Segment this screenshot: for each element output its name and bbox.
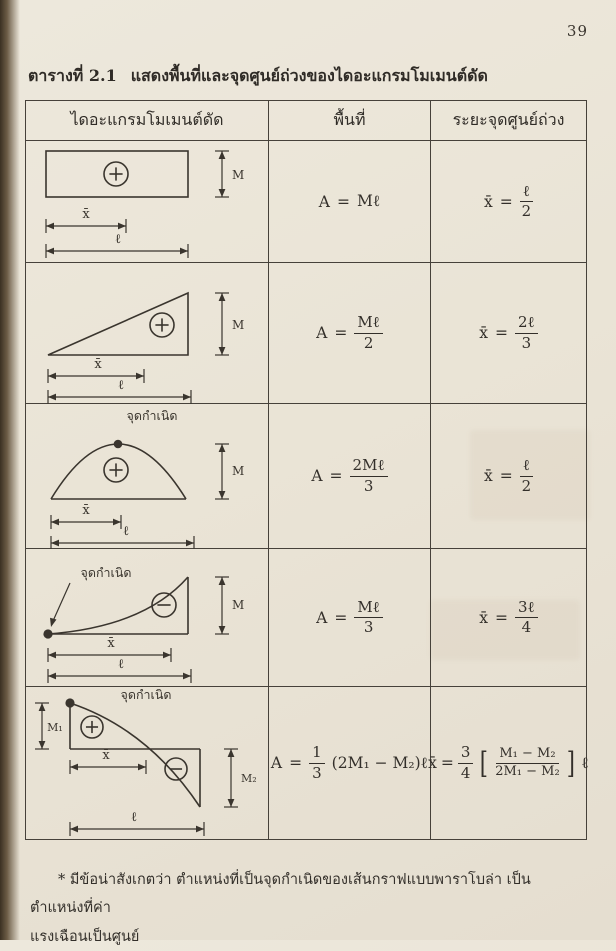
length-label: ℓ [122, 523, 130, 539]
arrowhead-icon [51, 539, 59, 546]
length-label: ℓ [130, 810, 138, 825]
arrowhead-icon [39, 703, 46, 711]
left-bracket: [ [480, 745, 489, 781]
xbar-label: x̄ [102, 748, 110, 763]
origin-dot [114, 439, 123, 448]
xbar-label: x̄ [82, 502, 90, 518]
arrowhead-icon [163, 651, 171, 658]
arrowhead-icon [118, 222, 126, 229]
origin-label: จุดกำเนิด [126, 407, 178, 423]
centroid-formula: x̄ = $\frac{\text{ℓ}}{2}$ [484, 456, 532, 495]
diagram-cell-parabola [26, 404, 269, 549]
footnote-line1: * มีข้อน่าสังเกตว่า ตำแหน่งที่เป็นจุดกำเนิดของเส้นกราฟแบบพาราโบล่า เป็นตำแหน่งที่ค่า [30, 872, 531, 917]
arrowhead-icon [219, 347, 226, 355]
arrowhead-icon [186, 539, 194, 546]
centroid-formula: x̄ = $\frac{3}{4}$ [ $\frac{\text{M₁ − M₂}}{\text{2M₁ − M₂}}$ ] ℓ [428, 743, 589, 782]
arrowhead-icon [48, 672, 56, 679]
height-label: M [232, 167, 245, 182]
length-label: ℓ [117, 377, 125, 393]
height-label: M [232, 317, 245, 332]
arrowhead-icon [48, 651, 56, 658]
area-cell [269, 687, 431, 839]
arrowhead-icon [219, 577, 226, 585]
area-formula: A = $\frac{1}{3}$ (2M₁ − M₂)ℓ [270, 743, 429, 782]
arrowhead-icon [196, 826, 204, 833]
rectangle-moment-diagram [26, 141, 268, 263]
table-title [28, 64, 588, 89]
arrowhead-icon [219, 444, 226, 452]
origin-label: จุดกำเนิด [80, 564, 132, 580]
centroid-formula: x̄ = $\frac{\text{2ℓ}}{3}$ [479, 314, 537, 352]
area-formula: A = Mℓ [318, 192, 381, 211]
arrowhead-icon [138, 764, 146, 771]
arrowhead-icon [48, 393, 56, 400]
area-cell [269, 404, 431, 549]
length-label: ℓ [117, 656, 125, 672]
area-cell [269, 263, 431, 404]
arrowhead-icon [39, 741, 46, 749]
arrowhead-icon [180, 247, 188, 254]
arrowhead-icon [70, 826, 78, 833]
area-formula: A = $\frac{\text{Mℓ}}{3}$ [316, 599, 383, 637]
origin-dot [65, 698, 74, 707]
diagram-cell-rectangle [26, 141, 269, 263]
area-cell [269, 141, 431, 263]
footnote [30, 866, 582, 951]
arrowhead-icon [219, 151, 226, 159]
centroid-cell [428, 687, 589, 839]
arrowhead-icon [219, 189, 226, 197]
height-label: M [232, 463, 245, 478]
arrowhead-icon [51, 518, 59, 525]
moment-table [25, 100, 587, 840]
centroid-cell [431, 263, 586, 404]
footnote-line2: แรงเฉือนเป็นศูนย์ [30, 928, 140, 945]
arrowhead-icon [136, 372, 144, 379]
table-caption: แสดงพื้นที่และจุดศูนย์ถ่วงของไดอะแกรมโมเมนต์ดัด [130, 66, 488, 85]
two-moment-diagram [26, 687, 268, 839]
centroid-formula: x̄ = $\frac{\text{3ℓ}}{4}$ [479, 599, 537, 637]
col-header-centroid: ระยะจุดศูนย์ถ่วง [431, 101, 586, 141]
triangle-moment-diagram [26, 263, 268, 404]
length-label: ℓ [114, 231, 122, 247]
arrowhead-icon [46, 222, 54, 229]
arrowhead-icon [48, 372, 56, 379]
area-formula: A = $\frac{\text{2Mℓ}}{3}$ [311, 457, 387, 495]
area-formula: A = $\frac{\text{Mℓ}}{2}$ [316, 314, 383, 352]
arrowhead-icon [183, 393, 191, 400]
col-header-diagram: ไดอะแกรมโมเมนต์ดัด [26, 101, 269, 141]
m1-label: M₁ [47, 721, 63, 734]
col-header-area: พื้นที่ [269, 101, 431, 141]
arrowhead-icon [219, 491, 226, 499]
origin-dot [43, 629, 52, 638]
arrowhead-icon [219, 626, 226, 634]
concave-curve-moment-diagram [26, 549, 268, 687]
right-bracket: ] [566, 745, 575, 781]
arrowhead-icon [46, 247, 54, 254]
m2-label: M₂ [241, 772, 257, 785]
table-number: ตารางที่ 2.1 [28, 66, 117, 85]
centroid-cell [431, 549, 586, 687]
xbar-label: x̄ [107, 635, 115, 651]
xbar-label: x̄ [82, 206, 90, 222]
parabola-moment-diagram [26, 404, 268, 549]
diagram-cell-two-moment [26, 687, 269, 839]
xbar-label: x̄ [94, 356, 102, 372]
arrowhead-icon [219, 293, 226, 301]
arrowhead-icon [228, 799, 235, 807]
origin-arrow-icon [50, 617, 57, 626]
page-number: 39 [566, 22, 588, 40]
arrowhead-icon [113, 518, 121, 525]
arrowhead-icon [70, 764, 78, 771]
arrowhead-icon [183, 672, 191, 679]
centroid-formula: x̄ = $\frac{\text{ℓ}}{2}$ [484, 181, 532, 220]
area-cell [269, 549, 431, 687]
diagram-cell-triangle [26, 263, 269, 404]
centroid-cell [431, 404, 586, 549]
book-spine-shadow [0, 0, 20, 940]
arrowhead-icon [228, 749, 235, 757]
height-label: M [232, 597, 245, 612]
diagram-cell-concave-curve [26, 549, 269, 687]
centroid-cell [431, 141, 586, 263]
origin-label: จุดกำเนิด [120, 687, 172, 702]
